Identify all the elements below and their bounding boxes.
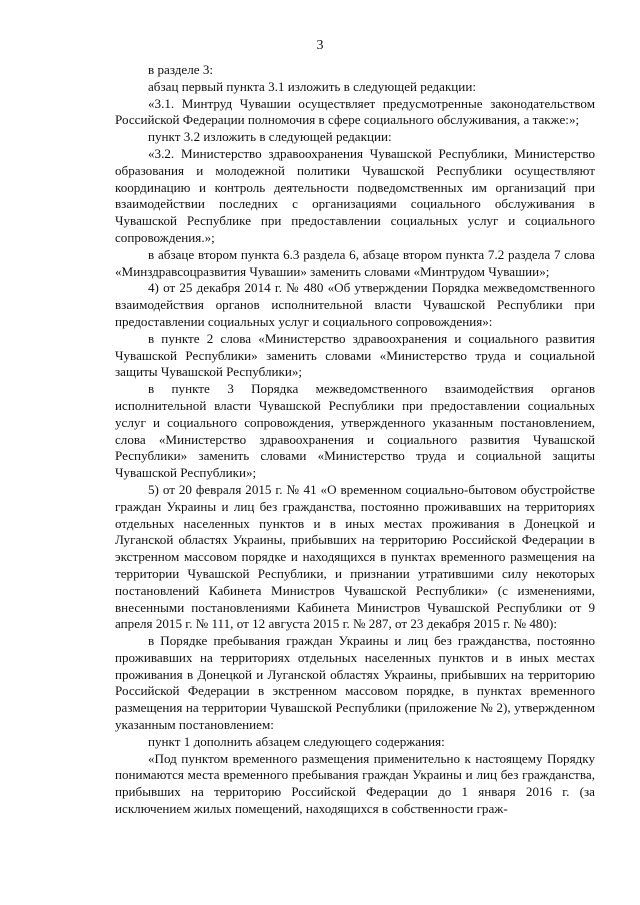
paragraph-3-1-text: «3.1. Минтруд Чувашии осуществляет предусмотренные законодательством Российской Федерации полномочия в сфере социального обслуживания, а также:»;: [115, 95, 595, 128]
paragraph-3-1-instruction: абзац первый пункта 3.1 изложить в следующей редакции:: [148, 78, 476, 94]
paragraph-item-5-order: в Порядке пребывания граждан Украины и лиц без гражданства, постоянно проживавших на территориях отдельных населенных пунктов и в иных местах проживания в Донецкой и Луганской областях Украины, прибывших на территорию Российской Федерации в экстренном массовом порядке, в пунктах временного размещения на территории Чувашской Республики (приложение № 2), утвержденном указанным постановлением:: [115, 633, 595, 733]
paragraph-3-2-instruction: пункт 3.2 изложить в следующей редакции:: [148, 129, 392, 145]
paragraph-item-4-point-3: в пункте 3 Порядка межведомственного взаимодействия органов исполнительной власти Чувашской Республики при предоставлении социальных услуг и социального сопровождения, утвержденного указанным постановлением, слова «Министерство здравоохранения и социального развития Чувашской Республики» заменить словами «Министерство труда и социальной защиты Чувашской Республики»;: [115, 381, 595, 481]
page-number: 3: [316, 38, 324, 53]
paragraph-section-3: в разделе 3:: [148, 62, 214, 77]
paragraph-item-4: 4) от 25 декабря 2014 г. № 480 «Об утверждении Порядка межведомственного взаимодействия органов исполнительной власти Чувашской Республики при предоставлении социальных услуг и социального сопровождения»:: [115, 280, 595, 329]
paragraph-item-5-point-1-text: «Под пунктом временного размещения применительно к настоящему Порядку понимаются места временного пребывания граждан Украины и лиц без гражданства, прибывших на территорию Российской Федерации до 1 января 2016 г. (за исключением жилых помещений, находящихся в собственности граж-: [115, 750, 595, 817]
paragraph-item-4-point-2: в пункте 2 слова «Министерство здравоохранения и социального развития Чувашской Республики» заменить словами «Министерство труда и социальной защиты Чувашской Республики»;: [115, 330, 595, 380]
paragraph-6-3-7-2: в абзаце втором пункта 6.3 раздела 6, абзаце втором пункта 7.2 раздела 7 слова «Минздравсоцразвития Чувашии» заменить словами «Минтрудом Чувашии»;: [115, 246, 595, 279]
paragraph-item-5: 5) от 20 февраля 2015 г. № 41 «О временном социально-бытовом обустройстве граждан Украины и лиц без гражданства, постоянно проживавших на территориях отдельных населенных пунктов и в иных местах проживания в Донецкой и Луганской областях Украины, прибывших на территорию Российской Федерации в экстренном массовом порядке и находящихся в пунктах временного размещения на территории Чувашской Республики, и признании утратившими силу некоторых постановлений Кабинета Министров Чувашской Республики» (с изменениями, внесенными постановлениями Кабинета Министров Чувашской Республики от 9 апреля 2015 г. № 111, от 12 августа 2015 г. № 287, от 23 декабря 2015 г. № 480):: [115, 481, 595, 632]
paragraph-3-2-text: «3.2. Министерство здравоохранения Чувашской Республики, Министерство образования и молодежной политики Чувашской Республики осуществляют координацию и контроль деятельности подведомственных им организаций при взаимодействии последних с организациями социального обслуживания в Чувашской Республике при предоставлении социальных услуг и социального сопровождения.»;: [115, 145, 595, 245]
document-body: [115, 62, 595, 818]
paragraph-item-5-point-1: пункт 1 дополнить абзацем следующего содержания:: [148, 733, 445, 749]
